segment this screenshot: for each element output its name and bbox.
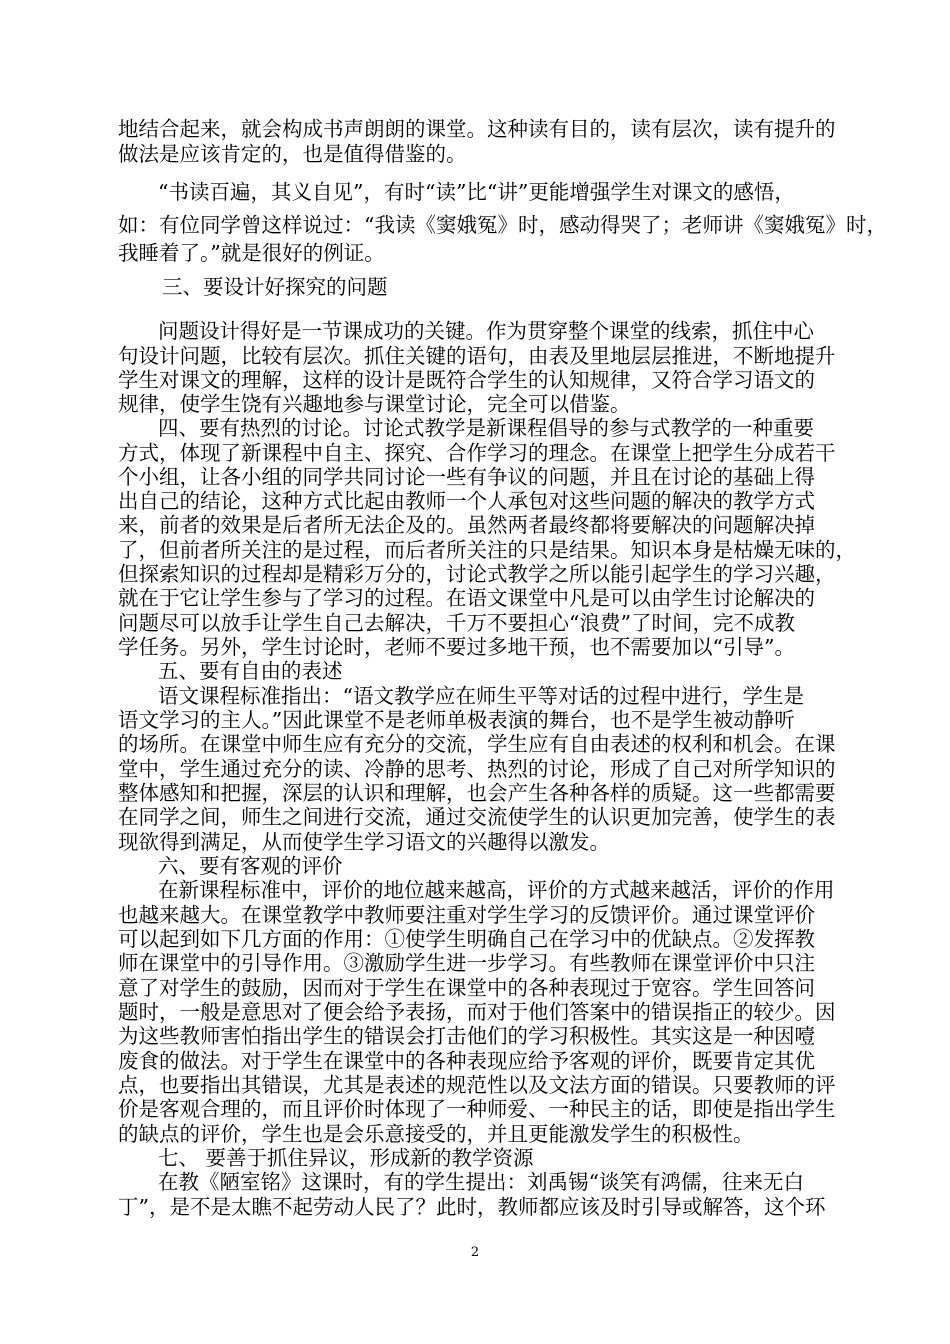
section-heading: 四、要有热烈的讨论。讨论式教学是新课程倡导的参与式教学的一种重要 [158, 416, 814, 440]
text-line: 出自己的结论，这种方式比起由教师一个人承包对这些问题的解决的教学方式 [118, 489, 815, 513]
text-line: 在教《陋室铭》这课时，有的学生提出：刘禹锡“谈笑有鸿儒，往来无白 [158, 1170, 804, 1194]
text-line: 语文课程标准指出：“语文教学应在师生平等对话的过程中进行，学生是 [158, 684, 804, 708]
text-line: 学生对课文的理解，这样的设计是既符合学生的认知规律，又符合学习语文的 [118, 368, 815, 392]
text-line: “书读百遍，其义自见”，有时“读”比“讲”更能增强学生对课文的感悟， [158, 180, 795, 204]
section-heading: 七、 要善于抓住异议，形成新的教学资源 [158, 1146, 534, 1170]
text-line: 问题设计得好是一节课成功的关键。作为贯穿整个课堂的线索，抓住中心 [158, 319, 814, 343]
text-line: 但探索知识的过程却是精彩万分的，讨论式教学之所以能引起学生的学习兴趣， [118, 562, 836, 586]
text-line: 就在于它让学生参与了学习的过程。在语文课堂中凡是可以由学生讨论解决的 [118, 586, 815, 610]
text-line: 学任务。另外，学生讨论时，老师不要过多地干预，也不需要加以“引导”。 [118, 635, 795, 659]
text-line: 价是客观合理的，而且评价时体现了一种师爱、一种民主的话，即使是指出学生 [118, 1097, 836, 1121]
text-line: 在新课程标准中，评价的地位越来越高，评价的方式越来越活，评价的作用 [158, 878, 835, 902]
section-heading: 五、要有自由的表述 [158, 659, 343, 683]
text-line: 的场所。在课堂中师生应有充分的交流，学生应有自由表述的权利和机会。在课 [118, 732, 836, 756]
text-line: 来，前者的效果是后者所无法企及的。虽然两者最终都将要解决的问题解决掉 [118, 513, 815, 537]
page-number: 2 [470, 1245, 480, 1260]
text-line: 堂中，学生通过充分的读、冷静的思考、热烈的讨论，形成了自己对所学知识的 [118, 757, 836, 781]
text-line: 废食的做法。对于学生在课堂中的各种表现应给予客观的评价，既要肯定其优 [118, 1049, 815, 1073]
text-line: 方式，体现了新课程中自主、探究、合作学习的理念。在课堂上把学生分成若干 [118, 441, 836, 465]
text-line: 也越来越大。在课堂教学中教师要注重对学生学习的反馈评价。通过课堂评价 [118, 903, 815, 927]
text-line: 丁”，是不是太瞧不起劳动人民了？此时，教师都应该及时引导或解答，这个环 [118, 1195, 826, 1219]
section-heading: 六、要有客观的评价 [158, 854, 343, 878]
text-line: 题时，一般是意思对了便会给予表扬，而对于他们答案中的错误指正的较少。因 [118, 1000, 836, 1024]
text-line: 规律，使学生饶有兴趣地参与课堂讨论，完全可以借鉴。 [118, 392, 631, 416]
text-line: 我睡着了。”就是很好的例证。 [118, 241, 385, 265]
text-line: 在同学之间，师生之间进行交流，通过交流使学生的认识更加完善，使学生的表 [118, 805, 836, 829]
section-heading: 三、要设计好探究的问题 [162, 275, 388, 299]
text-line: 现欲得到满足，从而使学生学习语文的兴趣得以激发。 [118, 830, 610, 854]
text-line: 如：有位同学曾这样说过：“我读《窦娥冤》时，感动得哭了；老师讲《窦娥冤》时， [118, 213, 887, 237]
text-line: 个小组，让各小组的同学共同讨论一些有争议的问题，并且在讨论的基础上得 [118, 465, 815, 489]
text-line: 问题尽可以放手让学生自己去解决，千万不要担心“浪费”了时间，完不成教 [118, 611, 795, 635]
text-line: 做法是应该肯定的，也是值得借鉴的。 [118, 142, 467, 166]
text-line: 意了对学生的鼓励，因而对于学生在课堂中的各种表现过于宽容。学生回答问 [118, 976, 815, 1000]
text-line: 了，但前者所关注的是过程，而后者所关注的只是结果。知识本身是枯燥无味的， [118, 538, 856, 562]
text-line: 语文学习的主人。”因此课堂不是老师单极表演的舞台，也不是学生被动静听 [118, 708, 795, 732]
text-line: 可以起到如下几方面的作用：①使学生明确自己在学习中的优缺点。②发挥教 [118, 927, 815, 951]
text-line: 的缺点的评价，学生也是会乐意接受的，并且更能激发学生的积极性。 [118, 1122, 754, 1146]
text-line: 为这些教师害怕指出学生的错误会打击他们的学习积极性。其实这是一种因噎 [118, 1024, 815, 1048]
text-line: 点，也要指出其错误，尤其是表述的规范性以及文法方面的错误。只要教师的评 [118, 1073, 836, 1097]
text-line: 地结合起来，就会构成书声朗朗的课堂。这种读有目的，读有层次，读有提升的 [118, 117, 836, 141]
text-line: 整体感知和把握，深层的认识和理解，也会产生各种各样的质疑。这一些都需要 [118, 781, 836, 805]
text-line: 句设计问题，比较有层次。抓住关键的语句，由表及里地层层推进，不断地提升 [118, 344, 836, 368]
text-line: 师在课堂中的引导作用。③激励学生进一步学习。有些教师在课堂评价中只注 [118, 951, 815, 975]
